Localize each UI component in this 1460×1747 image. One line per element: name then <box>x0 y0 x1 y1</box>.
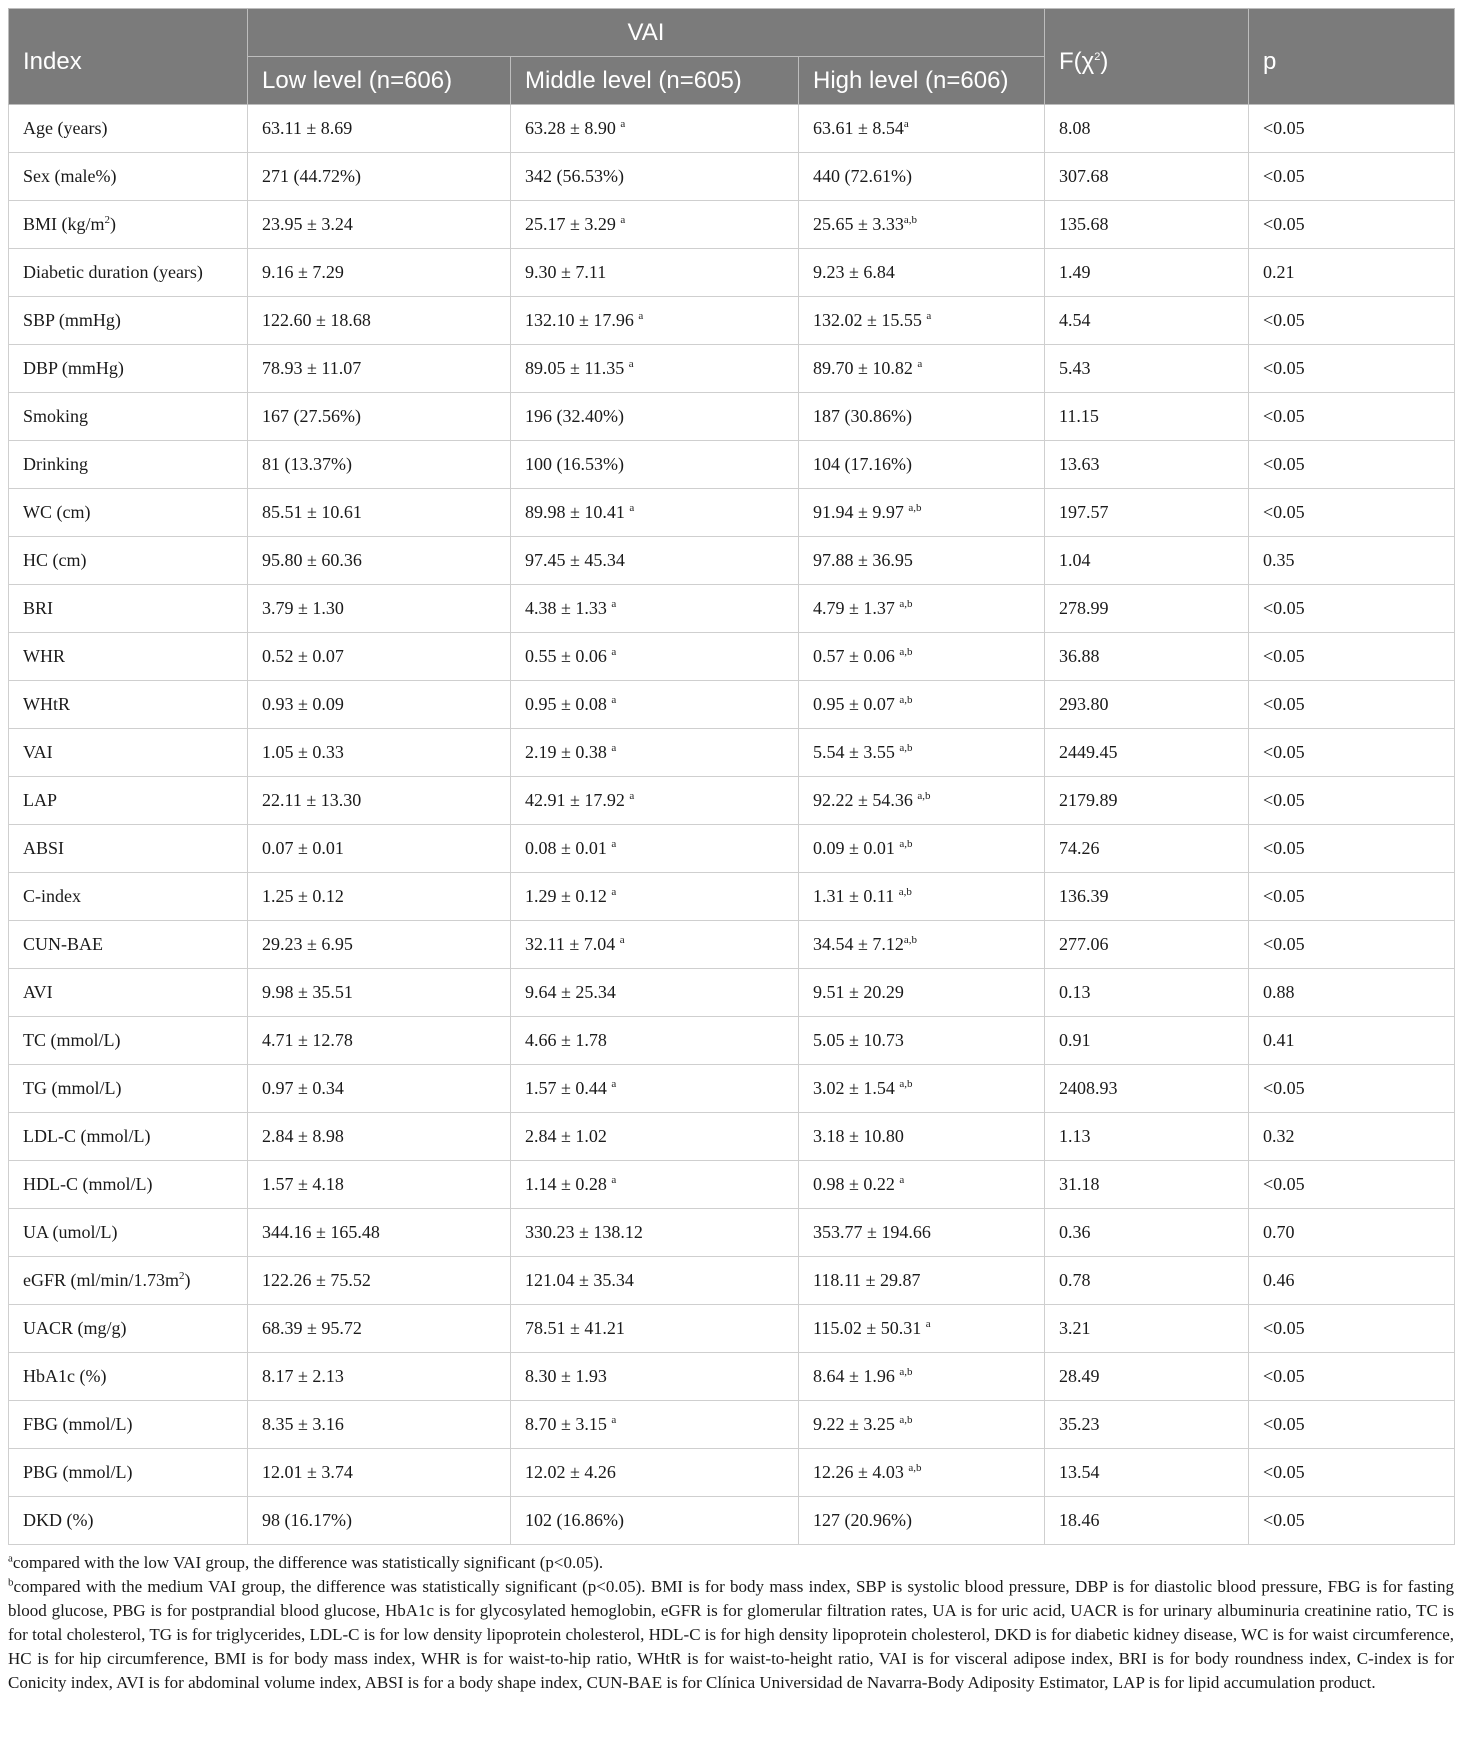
header-middle-level: Middle level (n=605) <box>511 57 799 105</box>
cell-p-value: <0.05 <box>1249 729 1455 777</box>
cell-f-statistic: 3.21 <box>1045 1305 1249 1353</box>
table-row <box>9 585 1455 633</box>
cell-p-value: <0.05 <box>1249 201 1455 249</box>
cell-p-value: 0.21 <box>1249 249 1455 297</box>
cell-p-value: <0.05 <box>1249 1353 1455 1401</box>
cell-p-value: <0.05 <box>1249 393 1455 441</box>
table-row <box>9 441 1455 489</box>
cell-p-value: <0.05 <box>1249 105 1455 153</box>
cell-middle-level: 102 (16.86%) <box>511 1497 799 1545</box>
cell-high-level: 104 (17.16%) <box>799 441 1045 489</box>
cell-middle-level: 42.91 ± 17.92 $^a$ <box>511 777 799 825</box>
cell-f-statistic: 1.49 <box>1045 249 1249 297</box>
cell-middle-level: 342 (56.53%) <box>511 153 799 201</box>
header-index: Index <box>9 9 248 105</box>
cell-p-value: 0.46 <box>1249 1257 1455 1305</box>
cell-index: HDL-C (mmol/L) <box>9 1161 248 1209</box>
cell-p-value: <0.05 <box>1249 585 1455 633</box>
cell-high-level: 9.51 ± 20.29 <box>799 969 1045 1017</box>
cell-f-statistic: 13.54 <box>1045 1449 1249 1497</box>
cell-p-value: <0.05 <box>1249 1401 1455 1449</box>
table-row <box>9 249 1455 297</box>
table-row <box>9 297 1455 345</box>
table-row <box>9 1209 1455 1257</box>
table-row <box>9 1257 1455 1305</box>
cell-p-value: <0.05 <box>1249 1497 1455 1545</box>
cell-middle-level: 32.11 ± 7.04 $^a$ <box>511 921 799 969</box>
cell-f-statistic: 5.43 <box>1045 345 1249 393</box>
cell-low-level: 12.01 ± 3.74 <box>248 1449 511 1497</box>
cell-middle-level: 1.57 ± 0.44 $^a$ <box>511 1065 799 1113</box>
cell-middle-level: 0.55 ± 0.06 $^a$ <box>511 633 799 681</box>
cell-high-level: 12.26 ± 4.03 $^{a,b}$ <box>799 1449 1045 1497</box>
table-row <box>9 393 1455 441</box>
cell-middle-level: 100 (16.53%) <box>511 441 799 489</box>
cell-low-level: 4.71 ± 12.78 <box>248 1017 511 1065</box>
cell-f-statistic: 197.57 <box>1045 489 1249 537</box>
cell-f-statistic: 1.13 <box>1045 1113 1249 1161</box>
cell-f-statistic: 278.99 <box>1045 585 1249 633</box>
cell-p-value: 0.35 <box>1249 537 1455 585</box>
footnote-a: $^a$compared with the low VAI group, the difference was statistically significant (p<0.05). <box>8 1552 604 1572</box>
cell-high-level: 115.02 ± 50.31 $^a$ <box>799 1305 1045 1353</box>
cell-index: UA (umol/L) <box>9 1209 248 1257</box>
cell-high-level: 132.02 ± 15.55 $^a$ <box>799 297 1045 345</box>
cell-f-statistic: 8.08 <box>1045 105 1249 153</box>
cell-f-statistic: 0.78 <box>1045 1257 1249 1305</box>
cell-index: Drinking <box>9 441 248 489</box>
cell-low-level: 1.57 ± 4.18 <box>248 1161 511 1209</box>
cell-index: BMI $(kg/m^2)$ <box>9 201 248 249</box>
cell-f-statistic: 2179.89 <box>1045 777 1249 825</box>
cell-high-level: 97.88 ± 36.95 <box>799 537 1045 585</box>
cell-middle-level: 4.38 ± 1.33 $^a$ <box>511 585 799 633</box>
cell-index: Diabetic duration (years) <box>9 249 248 297</box>
cell-low-level: 9.98 ± 35.51 <box>248 969 511 1017</box>
cell-low-level: 2.84 ± 8.98 <box>248 1113 511 1161</box>
table-row <box>9 969 1455 1017</box>
table-row <box>9 489 1455 537</box>
table-row <box>9 201 1455 249</box>
cell-index: FBG (mmol/L) <box>9 1401 248 1449</box>
cell-low-level: 122.60 ± 18.68 <box>248 297 511 345</box>
cell-low-level: 0.97 ± 0.34 <box>248 1065 511 1113</box>
cell-p-value: 0.88 <box>1249 969 1455 1017</box>
cell-low-level: 95.80 ± 60.36 <box>248 537 511 585</box>
cell-low-level: 271 (44.72%) <box>248 153 511 201</box>
table-row <box>9 1161 1455 1209</box>
cell-middle-level: 121.04 ± 35.34 <box>511 1257 799 1305</box>
cell-p-value: <0.05 <box>1249 633 1455 681</box>
cell-high-level: 5.54 ± 3.55 $^{a,b}$ <box>799 729 1045 777</box>
header-f-statistic: $F(\chi^2)$ <box>1045 9 1249 105</box>
cell-index: LDL-C (mmol/L) <box>9 1113 248 1161</box>
cell-high-level: 9.22 ± 3.25 $^{a,b}$ <box>799 1401 1045 1449</box>
cell-f-statistic: 136.39 <box>1045 873 1249 921</box>
cell-index: AVI <box>9 969 248 1017</box>
table-row <box>9 1065 1455 1113</box>
cell-p-value: <0.05 <box>1249 153 1455 201</box>
cell-low-level: 9.16 ± 7.29 <box>248 249 511 297</box>
cell-middle-level: 97.45 ± 45.34 <box>511 537 799 585</box>
cell-high-level: 9.23 ± 6.84 <box>799 249 1045 297</box>
cell-f-statistic: 0.36 <box>1045 1209 1249 1257</box>
cell-middle-level: 78.51 ± 41.21 <box>511 1305 799 1353</box>
cell-f-statistic: 36.88 <box>1045 633 1249 681</box>
cell-index: Smoking <box>9 393 248 441</box>
cell-f-statistic: 13.63 <box>1045 441 1249 489</box>
table-row <box>9 153 1455 201</box>
vai-characteristics-table <box>8 8 1455 1545</box>
cell-f-statistic: 0.91 <box>1045 1017 1249 1065</box>
cell-index: ABSI <box>9 825 248 873</box>
header-vai-group: VAI <box>248 9 1045 57</box>
cell-p-value: <0.05 <box>1249 345 1455 393</box>
cell-middle-level: 25.17 ± 3.29 $^a$ <box>511 201 799 249</box>
cell-low-level: 8.17 ± 2.13 <box>248 1353 511 1401</box>
cell-index: TC (mmol/L) <box>9 1017 248 1065</box>
cell-p-value: <0.05 <box>1249 777 1455 825</box>
cell-p-value: <0.05 <box>1249 297 1455 345</box>
cell-index: SBP (mmHg) <box>9 297 248 345</box>
cell-p-value: 0.70 <box>1249 1209 1455 1257</box>
header-p-value: p <box>1249 9 1455 105</box>
cell-index: WC (cm) <box>9 489 248 537</box>
cell-high-level: 3.18 ± 10.80 <box>799 1113 1045 1161</box>
cell-index: WHtR <box>9 681 248 729</box>
cell-f-statistic: 0.13 <box>1045 969 1249 1017</box>
table-row <box>9 681 1455 729</box>
cell-high-level: 3.02 ± 1.54 $^{a,b}$ <box>799 1065 1045 1113</box>
cell-middle-level: 89.05 ± 11.35 $^a$ <box>511 345 799 393</box>
cell-high-level: 127 (20.96%) <box>799 1497 1045 1545</box>
cell-middle-level: 63.28 ± 8.90 $^a$ <box>511 105 799 153</box>
cell-index: C-index <box>9 873 248 921</box>
table-container <box>8 8 1454 1695</box>
cell-index: TG (mmol/L) <box>9 1065 248 1113</box>
cell-low-level: 22.11 ± 13.30 <box>248 777 511 825</box>
table-header <box>9 9 1455 105</box>
cell-p-value: <0.05 <box>1249 1161 1455 1209</box>
cell-middle-level: 0.08 ± 0.01 $^a$ <box>511 825 799 873</box>
cell-middle-level: 132.10 ± 17.96 $^a$ <box>511 297 799 345</box>
cell-high-level: 187 (30.86%) <box>799 393 1045 441</box>
cell-p-value: 0.32 <box>1249 1113 1455 1161</box>
cell-p-value: 0.41 <box>1249 1017 1455 1065</box>
cell-high-level: 89.70 ± 10.82 $^a$ <box>799 345 1045 393</box>
cell-low-level: 98 (16.17%) <box>248 1497 511 1545</box>
cell-index: WHR <box>9 633 248 681</box>
cell-high-level: 92.22 ± 54.36 $^{a,b}$ <box>799 777 1045 825</box>
cell-index: VAI <box>9 729 248 777</box>
cell-middle-level: 330.23 ± 138.12 <box>511 1209 799 1257</box>
cell-index: UACR (mg/g) <box>9 1305 248 1353</box>
cell-index: Age (years) <box>9 105 248 153</box>
cell-high-level: 440 (72.61%) <box>799 153 1045 201</box>
cell-high-level: 63.61 ± 8.54$^a$ <box>799 105 1045 153</box>
cell-low-level: 29.23 ± 6.95 <box>248 921 511 969</box>
header-high-level: High level (n=606) <box>799 57 1045 105</box>
table-row <box>9 1305 1455 1353</box>
cell-f-statistic: 307.68 <box>1045 153 1249 201</box>
table-footnotes <box>8 1551 1454 1695</box>
table-row <box>9 873 1455 921</box>
cell-index: DKD (%) <box>9 1497 248 1545</box>
cell-low-level: 78.93 ± 11.07 <box>248 345 511 393</box>
cell-p-value: <0.05 <box>1249 921 1455 969</box>
table-row <box>9 1401 1455 1449</box>
cell-p-value: <0.05 <box>1249 1065 1455 1113</box>
cell-f-statistic: 31.18 <box>1045 1161 1249 1209</box>
cell-f-statistic: 293.80 <box>1045 681 1249 729</box>
cell-low-level: 3.79 ± 1.30 <box>248 585 511 633</box>
cell-middle-level: 8.30 ± 1.93 <box>511 1353 799 1401</box>
cell-high-level: 91.94 ± 9.97 $^{a,b}$ <box>799 489 1045 537</box>
cell-low-level: 23.95 ± 3.24 <box>248 201 511 249</box>
cell-middle-level: 1.14 ± 0.28 $^a$ <box>511 1161 799 1209</box>
cell-f-statistic: 2408.93 <box>1045 1065 1249 1113</box>
cell-low-level: 81 (13.37%) <box>248 441 511 489</box>
table-row <box>9 1497 1455 1545</box>
cell-f-statistic: 135.68 <box>1045 201 1249 249</box>
table-row <box>9 921 1455 969</box>
cell-high-level: 5.05 ± 10.73 <box>799 1017 1045 1065</box>
cell-middle-level: 2.19 ± 0.38 $^a$ <box>511 729 799 777</box>
cell-low-level: 0.93 ± 0.09 <box>248 681 511 729</box>
cell-f-statistic: 277.06 <box>1045 921 1249 969</box>
cell-f-statistic: 2449.45 <box>1045 729 1249 777</box>
cell-middle-level: 8.70 ± 3.15 $^a$ <box>511 1401 799 1449</box>
cell-middle-level: 1.29 ± 0.12 $^a$ <box>511 873 799 921</box>
cell-index: LAP <box>9 777 248 825</box>
cell-high-level: $34.54 \pm 7.12^{a,b}$ <box>799 921 1045 969</box>
cell-low-level: 0.52 ± 0.07 <box>248 633 511 681</box>
cell-low-level: 85.51 ± 10.61 <box>248 489 511 537</box>
cell-high-level: $25.65 \pm 3.33^{a,b}$ <box>799 201 1045 249</box>
cell-index: HC (cm) <box>9 537 248 585</box>
cell-index: BRI <box>9 585 248 633</box>
cell-low-level: 63.11 ± 8.69 <box>248 105 511 153</box>
cell-low-level: 344.16 ± 165.48 <box>248 1209 511 1257</box>
cell-low-level: 167 (27.56%) <box>248 393 511 441</box>
table-row <box>9 1017 1455 1065</box>
cell-f-statistic: 35.23 <box>1045 1401 1249 1449</box>
table-row <box>9 1113 1455 1161</box>
cell-high-level: 0.98 ± 0.22 $^a$ <box>799 1161 1045 1209</box>
cell-high-level: 0.95 ± 0.07 $^{a,b}$ <box>799 681 1045 729</box>
table-row <box>9 537 1455 585</box>
table-row <box>9 1353 1455 1401</box>
cell-high-level: 0.09 ± 0.01 $^{a,b}$ <box>799 825 1045 873</box>
cell-high-level: 353.77 ± 194.66 <box>799 1209 1045 1257</box>
table-row <box>9 633 1455 681</box>
cell-low-level: 68.39 ± 95.72 <box>248 1305 511 1353</box>
cell-p-value: <0.05 <box>1249 873 1455 921</box>
cell-high-level: 1.31 ± 0.11 $^{a,b}$ <box>799 873 1045 921</box>
cell-low-level: 8.35 ± 3.16 <box>248 1401 511 1449</box>
table-row <box>9 345 1455 393</box>
table-row <box>9 105 1455 153</box>
cell-f-statistic: 4.54 <box>1045 297 1249 345</box>
cell-middle-level: 9.30 ± 7.11 <box>511 249 799 297</box>
footnote-b: $^b$compared with the medium VAI group, the difference was statistically significant (p<0.05). BMI is for body mass index, SBP is systolic blood pressure, DBP is for diastolic blood pressure, FBG is for fasting blood glucose, PBG is for postprandial blood glucose, HbA1c is for glycosylated hemoglobin, eGFR is for glomerular filtration rates, UA is for uric acid, UACR is for urinary albuminuria creatinine ratio, TC is for total cholesterol, TG is for triglycerides, LDL-C is for low density lipoprotein cholesterol, HDL-C is for high density lipoprotein cholesterol, DKD is for diabetic kidney disease, WC is for waist circumference, HC is for hip circumference, BMI is for body mass index, WHR is for waist-to-hip ratio, WHtR is for waist-to-height ratio, VAI is for visceral adipose index, BRI is for body roundness index, C-index is for Conicity index, AVI is for abdominal volume index, ABSI is for a body shape index, CUN-BAE is for Clínica Universidad de Navarra-Body Adiposity Estimator, LAP is for lipid accumulation product. <box>8 1576 1454 1692</box>
cell-f-statistic: 28.49 <box>1045 1353 1249 1401</box>
cell-p-value: <0.05 <box>1249 441 1455 489</box>
cell-index: HbA1c (%) <box>9 1353 248 1401</box>
cell-middle-level: 89.98 ± 10.41 $^a$ <box>511 489 799 537</box>
cell-p-value: <0.05 <box>1249 825 1455 873</box>
cell-f-statistic: 74.26 <box>1045 825 1249 873</box>
cell-index: CUN-BAE <box>9 921 248 969</box>
cell-p-value: <0.05 <box>1249 1305 1455 1353</box>
cell-f-statistic: 1.04 <box>1045 537 1249 585</box>
cell-middle-level: 196 (32.40%) <box>511 393 799 441</box>
cell-p-value: <0.05 <box>1249 1449 1455 1497</box>
cell-high-level: 8.64 ± 1.96 $^{a,b}$ <box>799 1353 1045 1401</box>
cell-middle-level: 0.95 ± 0.08 $^a$ <box>511 681 799 729</box>
cell-low-level: 0.07 ± 0.01 <box>248 825 511 873</box>
cell-f-statistic: 18.46 <box>1045 1497 1249 1545</box>
cell-f-statistic: 11.15 <box>1045 393 1249 441</box>
table-body <box>9 105 1455 1545</box>
table-row <box>9 825 1455 873</box>
table-row <box>9 729 1455 777</box>
cell-p-value: <0.05 <box>1249 489 1455 537</box>
cell-index: Sex (male%) <box>9 153 248 201</box>
cell-high-level: 118.11 ± 29.87 <box>799 1257 1045 1305</box>
table-row <box>9 777 1455 825</box>
cell-high-level: 0.57 ± 0.06 $^{a,b}$ <box>799 633 1045 681</box>
cell-p-value: <0.05 <box>1249 681 1455 729</box>
cell-middle-level: 4.66 ± 1.78 <box>511 1017 799 1065</box>
header-low-level: Low level (n=606) <box>248 57 511 105</box>
cell-low-level: 1.25 ± 0.12 <box>248 873 511 921</box>
cell-middle-level: 9.64 ± 25.34 <box>511 969 799 1017</box>
cell-middle-level: 12.02 ± 4.26 <box>511 1449 799 1497</box>
cell-high-level: 4.79 ± 1.37 $^{a,b}$ <box>799 585 1045 633</box>
cell-index: DBP (mmHg) <box>9 345 248 393</box>
cell-index: eGFR $(ml/\min/1.73m^2)$ <box>9 1257 248 1305</box>
cell-index: PBG (mmol/L) <box>9 1449 248 1497</box>
table-row <box>9 1449 1455 1497</box>
cell-middle-level: 2.84 ± 1.02 <box>511 1113 799 1161</box>
cell-low-level: 122.26 ± 75.52 <box>248 1257 511 1305</box>
cell-low-level: 1.05 ± 0.33 <box>248 729 511 777</box>
